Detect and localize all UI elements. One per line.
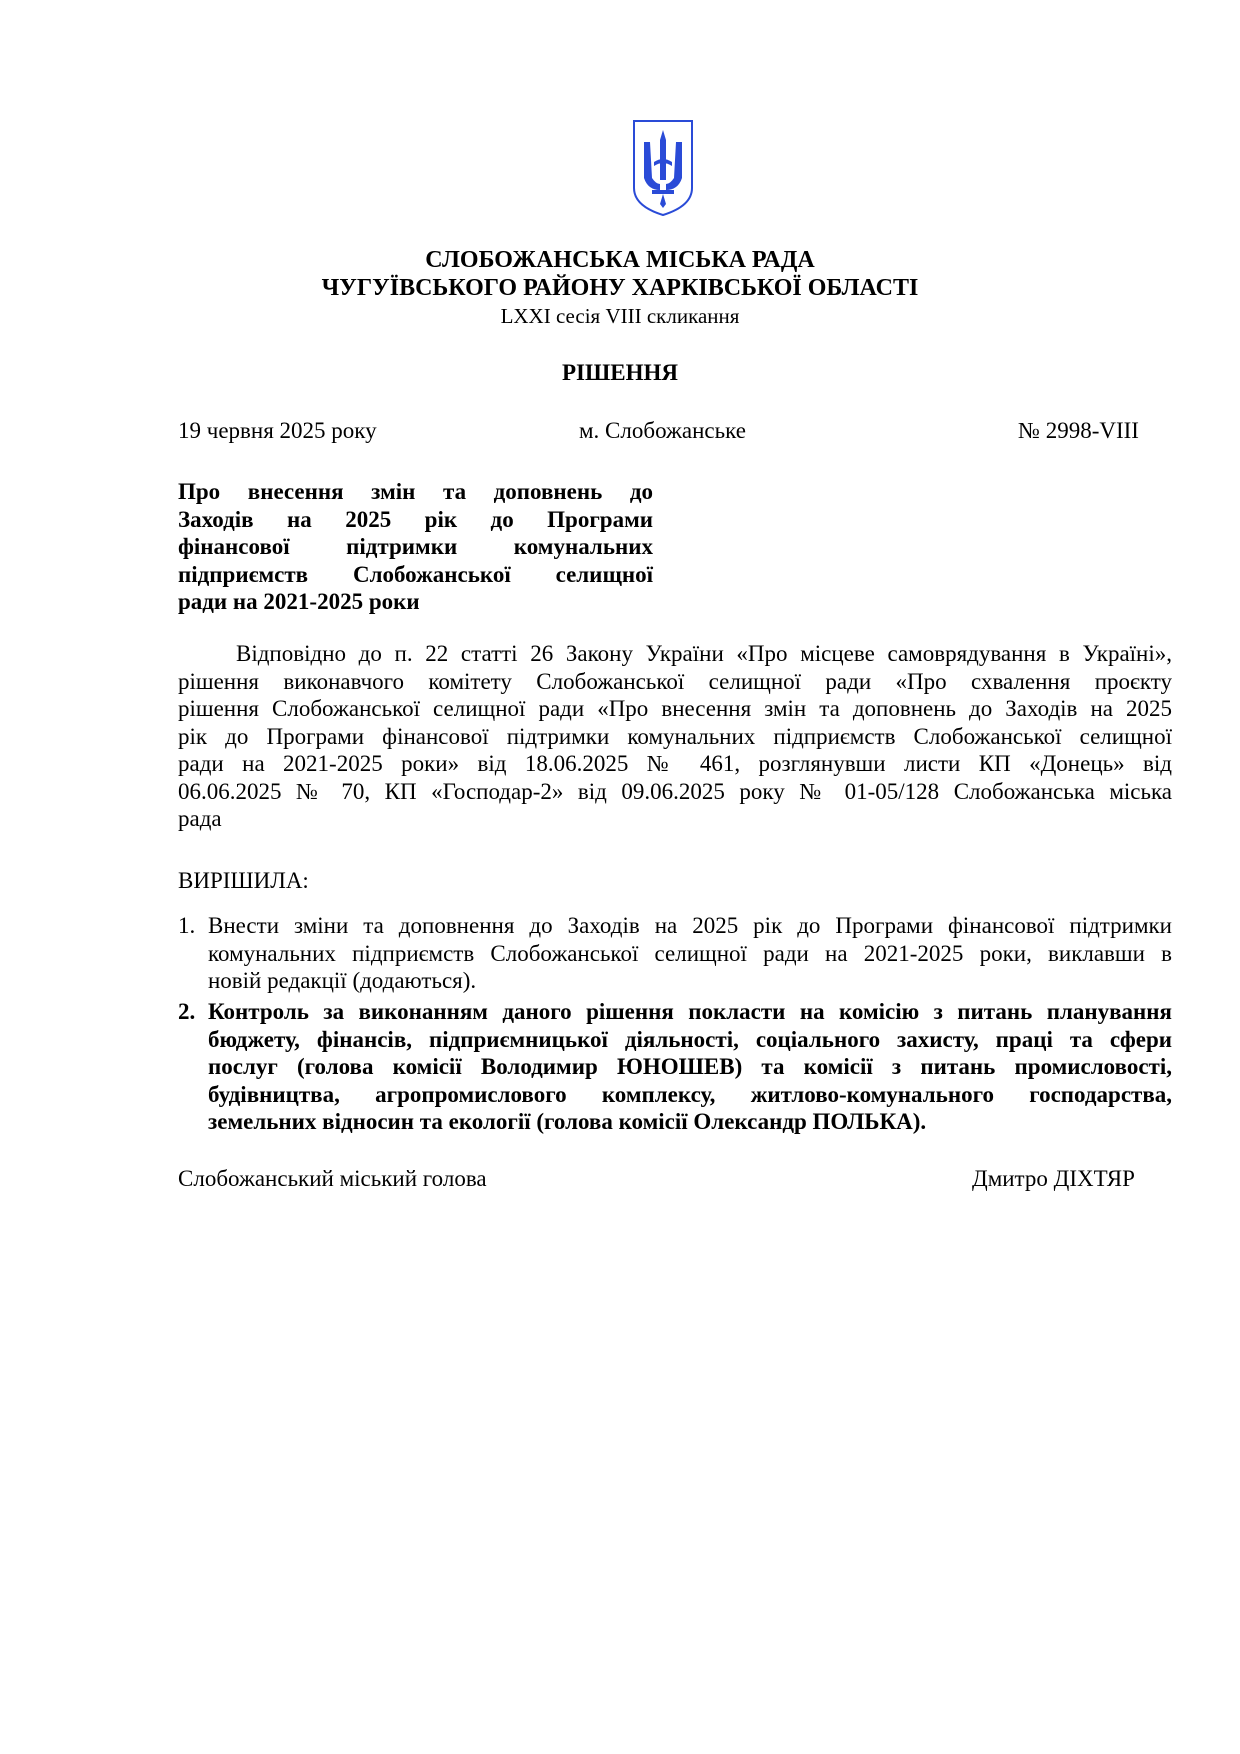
- document-type: РІШЕННЯ: [562, 360, 678, 385]
- item-line: будівництва, агропромислового комплексу, житлово-комунального господарства,: [208, 1081, 1172, 1107]
- preamble-line: Відповідно до п. 22 статті 26 Закону України «Про місцеве самоврядування в Україні»,: [236, 641, 1172, 666]
- decision-city: м. Слобожанське: [579, 418, 746, 443]
- item-line: комунальних підприємств Слобожанської селищної ради на 2021-2025 роки, виклавши в: [208, 940, 1172, 966]
- decision-title: [178, 478, 653, 616]
- preamble-line: рада: [178, 806, 222, 831]
- item-line: послуг (голова комісії Володимир ЮНОШЕВ) та комісії з питань промисловості,: [208, 1054, 1172, 1079]
- item-line: Контроль за виконанням даного рішення покласти на комісію з питань планування: [208, 999, 1172, 1024]
- item-line: земельних відносин та екології (голова комісії Олександр ПОЛЬКА).: [208, 1109, 927, 1134]
- title-line: фінансової підтримки комунальних: [178, 534, 653, 559]
- signature-name: Дмитро ДІХТЯР: [972, 1166, 1135, 1191]
- decided-label: ВИРІШИЛА:: [178, 868, 309, 893]
- coat-of-arms-icon: [630, 118, 696, 218]
- preamble-line: 06.06.2025 № 70, КП «Господар-2» від 09.06.2025 року № 01-05/128 Слобожанська міська: [178, 778, 1172, 804]
- item-number: 2.: [178, 999, 196, 1024]
- decision-date: 19 червня 2025 року: [178, 418, 377, 443]
- list-item: [178, 912, 1172, 995]
- list-item: [178, 998, 1172, 1136]
- title-line: Заходів на 2025 рік до Програми: [178, 506, 653, 532]
- title-line: підприємств Слобожанської селищної: [178, 561, 653, 587]
- decision-number: № 2998-VIII: [1018, 418, 1139, 443]
- item-line: новій редакції (додаються).: [208, 968, 477, 993]
- title-line: Про внесення змін та доповнень до: [178, 479, 653, 504]
- title-line: ради на 2021-2025 роки: [178, 589, 420, 614]
- council-name: СЛОБОЖАНСЬКА МІСЬКА РАДА: [425, 247, 815, 273]
- preamble-line: рішення Слобожанської селищної ради «Про внесення змін та доповнень до Заходів на 2025: [178, 696, 1172, 721]
- preamble-line: ради на 2021-2025 роки» від 18.06.2025 № 461, розглянувши листи КП «Донець» від: [178, 751, 1172, 776]
- item-number: 1.: [178, 913, 196, 938]
- preamble: [178, 640, 1172, 833]
- item-line: бюджету, фінансів, підприємницької діяльності, соціального захисту, праці та сфери: [208, 1026, 1172, 1052]
- item-line: Внести зміни та доповнення до Заходів на 2025 рік до Програми фінансової підтримки: [208, 913, 1172, 938]
- preamble-line: рік до Програми фінансової підтримки комунальних підприємств Слобожанської селищної: [178, 723, 1172, 749]
- district-name: ЧУГУЇВСЬКОГО РАЙОНУ ХАРКІВСЬКОЇ ОБЛАСТІ: [321, 275, 919, 301]
- signature-position: Слобожанський міський голова: [178, 1166, 487, 1191]
- session-label: LXXI сесія VIII скликання: [500, 304, 740, 328]
- preamble-line: рішення виконавчого комітету Слобожанської селищної ради «Про схвалення проєкту: [178, 668, 1172, 694]
